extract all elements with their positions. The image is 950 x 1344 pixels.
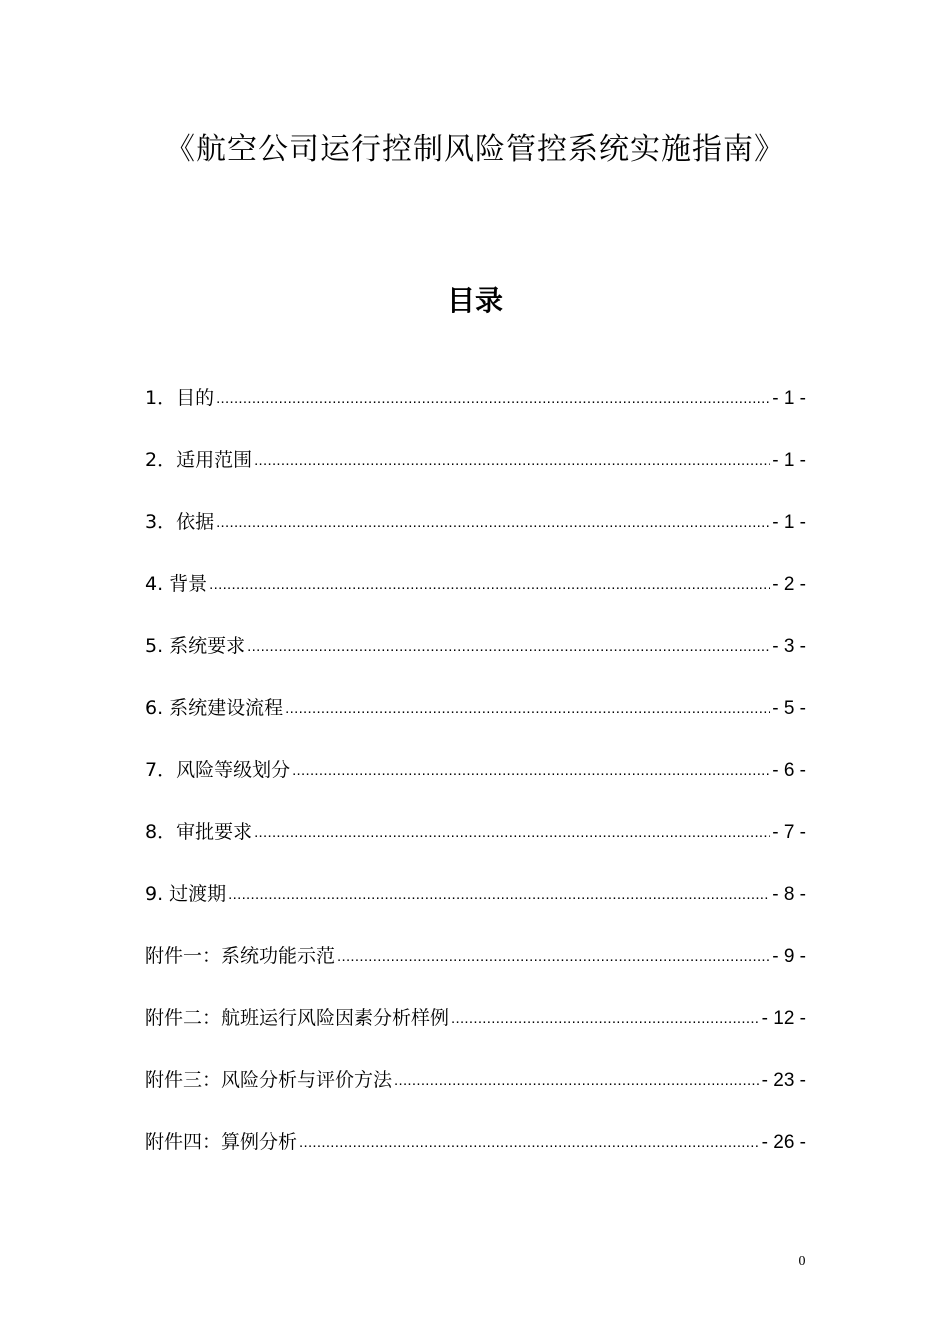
toc-entry-title: 6. 系统建设流程 xyxy=(145,697,284,719)
toc-entry-risk-levels[interactable] xyxy=(145,753,806,815)
toc-entry-title: 1．目的 xyxy=(145,387,215,409)
toc-entry-title: 2．适用范围 xyxy=(145,449,253,471)
toc-entry-system-requirements[interactable] xyxy=(145,629,806,691)
toc-dot-leader xyxy=(254,442,770,478)
toc-entry-title: 附件三：风险分析与评价方法 xyxy=(145,1069,393,1091)
toc-entry-page: - 1 - xyxy=(772,450,806,471)
toc-entry-page: - 8 - xyxy=(772,884,806,905)
toc-entry-build-process[interactable] xyxy=(145,691,806,753)
toc-entry-approval[interactable] xyxy=(145,815,806,877)
toc-entry-title: 5. 系统要求 xyxy=(145,635,246,657)
toc-entry-title: 附件四：算例分析 xyxy=(145,1131,298,1153)
toc-dot-leader xyxy=(394,1062,760,1098)
toc-entry-purpose[interactable] xyxy=(145,381,806,443)
toc-entry-page: - 23 - xyxy=(761,1070,806,1091)
toc-dot-leader xyxy=(209,566,770,602)
toc-dot-leader xyxy=(216,380,770,416)
toc-dot-leader xyxy=(292,752,770,788)
toc-entry-title: 附件二：航班运行风险因素分析样例 xyxy=(145,1007,450,1029)
toc-entry-page: - 12 - xyxy=(761,1008,806,1029)
toc-entry-background[interactable] xyxy=(145,567,806,629)
toc-entry-page: - 9 - xyxy=(772,946,806,967)
toc-dot-leader xyxy=(247,628,770,664)
toc-dot-leader xyxy=(451,1000,760,1036)
toc-entry-title: 4. 背景 xyxy=(145,573,208,595)
toc-entry-appendix-2[interactable] xyxy=(145,1001,806,1063)
toc-entry-page: - 3 - xyxy=(772,636,806,657)
toc-entry-page: - 1 - xyxy=(772,512,806,533)
toc-entry-title: 附件一：系统功能示范 xyxy=(145,945,336,967)
table-of-contents xyxy=(145,381,806,1187)
toc-dot-leader xyxy=(337,938,770,974)
toc-entry-page: - 1 - xyxy=(772,388,806,409)
toc-entry-scope[interactable] xyxy=(145,443,806,505)
toc-dot-leader xyxy=(285,690,770,726)
toc-dot-leader xyxy=(228,876,770,912)
toc-entry-page: - 2 - xyxy=(772,574,806,595)
toc-entry-title: 8．审批要求 xyxy=(145,821,253,843)
document-title: 《航空公司运行控制风险管控系统实施指南》 xyxy=(165,132,785,167)
toc-dot-leader xyxy=(254,814,770,850)
toc-entry-appendix-1[interactable] xyxy=(145,939,806,1001)
toc-entry-title: 9. 过渡期 xyxy=(145,883,227,905)
toc-entry-title: 7．风险等级划分 xyxy=(145,759,291,781)
toc-dot-leader xyxy=(216,504,770,540)
page-number: 0 xyxy=(798,1254,806,1269)
toc-entry-title: 3．依据 xyxy=(145,511,215,533)
toc-entry-page: - 5 - xyxy=(772,698,806,719)
toc-entry-appendix-4[interactable] xyxy=(145,1125,806,1187)
toc-entry-page: - 7 - xyxy=(772,822,806,843)
toc-entry-page: - 26 - xyxy=(761,1132,806,1153)
toc-heading: 目录 xyxy=(446,284,503,317)
toc-entry-page: - 6 - xyxy=(772,760,806,781)
toc-dot-leader xyxy=(299,1124,760,1160)
toc-entry-basis[interactable] xyxy=(145,505,806,567)
toc-entry-appendix-3[interactable] xyxy=(145,1063,806,1125)
toc-entry-transition[interactable] xyxy=(145,877,806,939)
